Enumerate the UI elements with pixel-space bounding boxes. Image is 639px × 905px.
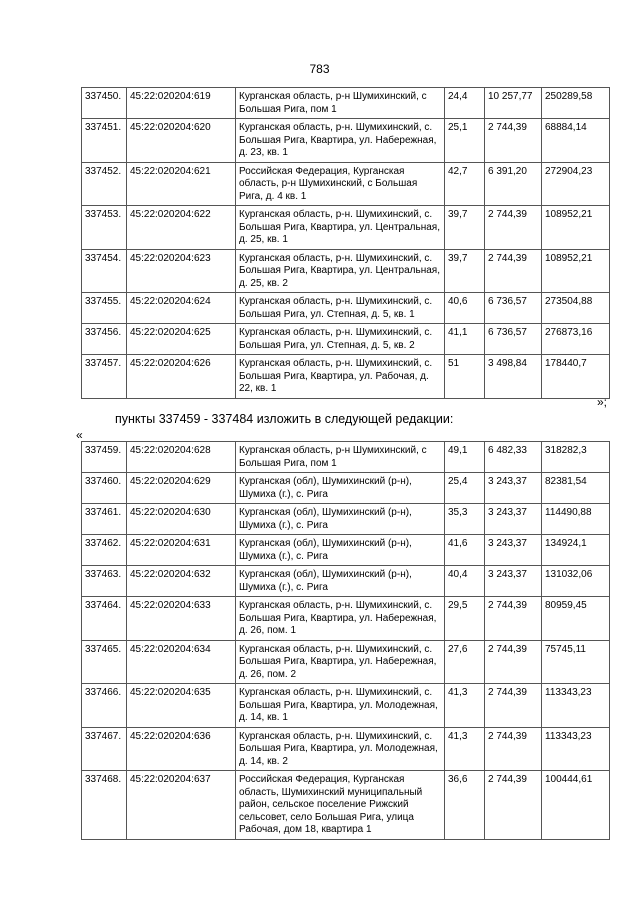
- value-cell: 273504,88: [542, 293, 610, 324]
- table-row: [82, 293, 610, 324]
- row-number-cell: 337465.: [82, 640, 127, 684]
- rate-cell: 3 243,37: [485, 566, 542, 597]
- rate-cell: 2 744,39: [485, 597, 542, 641]
- rate-cell: 3 243,37: [485, 473, 542, 504]
- cadastral-number-cell: 45:22:020204:632: [127, 566, 236, 597]
- cadastral-number-cell: 45:22:020204:634: [127, 640, 236, 684]
- row-number-cell: 337459.: [82, 442, 127, 473]
- row-number-cell: 337451.: [82, 119, 127, 163]
- address-cell: Курганская область, р-н. Шумихинский, с. Большая Рига, Квартира, ул. Рабочая, д. 22, кв. 1: [236, 355, 445, 399]
- table-row: [82, 473, 610, 504]
- table-row: [82, 162, 610, 206]
- cadastral-number-cell: 45:22:020204:631: [127, 535, 236, 566]
- address-cell: Курганская (обл), Шумихинский (р-н), Шумиха (г.), с. Рига: [236, 535, 445, 566]
- rate-cell: 2 744,39: [485, 771, 542, 840]
- area-cell: 41,3: [445, 684, 485, 728]
- address-cell: Курганская область, р-н. Шумихинский, с. Большая Рига, Квартира, ул. Набережная, д. 26, пом. 1: [236, 597, 445, 641]
- area-cell: 39,7: [445, 206, 485, 250]
- address-cell: Курганская область, р-н. Шумихинский, с. Большая Рига, Квартира, ул. Центральная, д. 25, кв. 2: [236, 249, 445, 293]
- value-cell: 178440,7: [542, 355, 610, 399]
- cadastral-number-cell: 45:22:020204:626: [127, 355, 236, 399]
- rate-cell: 3 243,37: [485, 504, 542, 535]
- table-row: [82, 771, 610, 840]
- table-row: [82, 355, 610, 399]
- row-number-cell: 337456.: [82, 324, 127, 355]
- cadastral-number-cell: 45:22:020204:628: [127, 442, 236, 473]
- rate-cell: 2 744,39: [485, 684, 542, 728]
- area-cell: 49,1: [445, 442, 485, 473]
- table-row: [82, 119, 610, 163]
- rate-cell: 6 736,57: [485, 324, 542, 355]
- row-number-cell: 337450.: [82, 88, 127, 119]
- address-cell: Курганская (обл), Шумихинский (р-н), Шумиха (г.), с. Рига: [236, 473, 445, 504]
- table-row: [82, 727, 610, 771]
- property-table-1: [81, 87, 610, 399]
- cadastral-number-cell: 45:22:020204:619: [127, 88, 236, 119]
- address-cell: Курганская область, р-н. Шумихинский, с. Большая Рига, ул. Степная, д. 5, кв. 2: [236, 324, 445, 355]
- address-cell: Курганская область, р-н Шумихинский, с Большая Рига, пом 1: [236, 88, 445, 119]
- address-cell: Российская Федерация, Курганская область, р-н Шумихинский, с Большая Рига, д. 4 кв. 1: [236, 162, 445, 206]
- table-row: [82, 597, 610, 641]
- value-cell: 80959,45: [542, 597, 610, 641]
- rate-cell: 3 498,84: [485, 355, 542, 399]
- address-cell: Курганская область, р-н. Шумихинский, с. Большая Рига, Квартира, ул. Молодежная, д. 14, кв. 2: [236, 727, 445, 771]
- row-number-cell: 337457.: [82, 355, 127, 399]
- value-cell: 276873,16: [542, 324, 610, 355]
- row-number-cell: 337466.: [82, 684, 127, 728]
- row-number-cell: 337463.: [82, 566, 127, 597]
- value-cell: 108952,21: [542, 206, 610, 250]
- value-cell: 114490,88: [542, 504, 610, 535]
- cadastral-number-cell: 45:22:020204:622: [127, 206, 236, 250]
- cadastral-number-cell: 45:22:020204:630: [127, 504, 236, 535]
- cadastral-number-cell: 45:22:020204:636: [127, 727, 236, 771]
- cadastral-number-cell: 45:22:020204:620: [127, 119, 236, 163]
- row-number-cell: 337467.: [82, 727, 127, 771]
- table-row: [82, 324, 610, 355]
- value-cell: 113343,23: [542, 727, 610, 771]
- cadastral-number-cell: 45:22:020204:625: [127, 324, 236, 355]
- address-cell: Курганская область, р-н. Шумихинский, с. Большая Рига, Квартира, ул. Набережная, д. 26, пом. 2: [236, 640, 445, 684]
- table-row: [82, 88, 610, 119]
- rate-cell: 6 391,20: [485, 162, 542, 206]
- address-cell: Курганская область, р-н. Шумихинский, с. Большая Рига, ул. Степная, д. 5, кв. 1: [236, 293, 445, 324]
- opening-quote: «: [76, 428, 83, 442]
- rate-cell: 2 744,39: [485, 206, 542, 250]
- table-row: [82, 566, 610, 597]
- rate-cell: 6 736,57: [485, 293, 542, 324]
- value-cell: 82381,54: [542, 473, 610, 504]
- cadastral-number-cell: 45:22:020204:633: [127, 597, 236, 641]
- table-row: [82, 504, 610, 535]
- table-row: [82, 535, 610, 566]
- address-cell: Российская Федерация, Курганская область, Шумихинский муниципальный район, сельское поселение Рижский сельсовет, село Большая Рига, улица Рабочая, дом 18, квартира 1: [236, 771, 445, 840]
- table-row: [82, 640, 610, 684]
- area-cell: 29,5: [445, 597, 485, 641]
- row-number-cell: 337461.: [82, 504, 127, 535]
- row-number-cell: 337462.: [82, 535, 127, 566]
- value-cell: 272904,23: [542, 162, 610, 206]
- area-cell: 41,1: [445, 324, 485, 355]
- address-cell: Курганская область, р-н. Шумихинский, с. Большая Рига, Квартира, ул. Набережная, д. 23, кв. 1: [236, 119, 445, 163]
- area-cell: 36,6: [445, 771, 485, 840]
- row-number-cell: 337468.: [82, 771, 127, 840]
- row-number-cell: 337452.: [82, 162, 127, 206]
- amendment-instruction: пункты 337459 - 337484 изложить в следующей редакции:: [115, 412, 454, 426]
- address-cell: Курганская (обл), Шумихинский (р-н), Шумиха (г.), с. Рига: [236, 566, 445, 597]
- rate-cell: 6 482,33: [485, 442, 542, 473]
- area-cell: 39,7: [445, 249, 485, 293]
- address-cell: Курганская область, р-н Шумихинский, с Большая Рига, пом 1: [236, 442, 445, 473]
- area-cell: 41,3: [445, 727, 485, 771]
- rate-cell: 3 243,37: [485, 535, 542, 566]
- cadastral-number-cell: 45:22:020204:623: [127, 249, 236, 293]
- table-row: [82, 442, 610, 473]
- value-cell: 108952,21: [542, 249, 610, 293]
- row-number-cell: 337455.: [82, 293, 127, 324]
- area-cell: 35,3: [445, 504, 485, 535]
- value-cell: 134924,1: [542, 535, 610, 566]
- rate-cell: 2 744,39: [485, 249, 542, 293]
- rate-cell: 2 744,39: [485, 727, 542, 771]
- area-cell: 41,6: [445, 535, 485, 566]
- value-cell: 75745,11: [542, 640, 610, 684]
- cadastral-number-cell: 45:22:020204:621: [127, 162, 236, 206]
- area-cell: 42,7: [445, 162, 485, 206]
- page-number: 783: [309, 62, 330, 76]
- row-number-cell: 337453.: [82, 206, 127, 250]
- row-number-cell: 337454.: [82, 249, 127, 293]
- area-cell: 25,4: [445, 473, 485, 504]
- value-cell: 131032,06: [542, 566, 610, 597]
- property-table-2: [81, 441, 610, 840]
- value-cell: 318282,3: [542, 442, 610, 473]
- cadastral-number-cell: 45:22:020204:637: [127, 771, 236, 840]
- rate-cell: 10 257,77: [485, 88, 542, 119]
- row-number-cell: 337460.: [82, 473, 127, 504]
- area-cell: 51: [445, 355, 485, 399]
- cadastral-number-cell: 45:22:020204:624: [127, 293, 236, 324]
- area-cell: 24,4: [445, 88, 485, 119]
- value-cell: 250289,58: [542, 88, 610, 119]
- area-cell: 40,4: [445, 566, 485, 597]
- cadastral-number-cell: 45:22:020204:635: [127, 684, 236, 728]
- value-cell: 113343,23: [542, 684, 610, 728]
- table-row: [82, 684, 610, 728]
- rate-cell: 2 744,39: [485, 640, 542, 684]
- value-cell: 68884,14: [542, 119, 610, 163]
- cadastral-number-cell: 45:22:020204:629: [127, 473, 236, 504]
- row-number-cell: 337464.: [82, 597, 127, 641]
- area-cell: 27,6: [445, 640, 485, 684]
- area-cell: 40,6: [445, 293, 485, 324]
- area-cell: 25,1: [445, 119, 485, 163]
- address-cell: Курганская область, р-н. Шумихинский, с. Большая Рига, Квартира, ул. Молодежная, д. 14, кв. 1: [236, 684, 445, 728]
- table-row: [82, 206, 610, 250]
- closing-quote: »;: [597, 395, 608, 409]
- value-cell: 100444,61: [542, 771, 610, 840]
- address-cell: Курганская (обл), Шумихинский (р-н), Шумиха (г.), с. Рига: [236, 504, 445, 535]
- address-cell: Курганская область, р-н. Шумихинский, с. Большая Рига, Квартира, ул. Центральная, д. 25, кв. 1: [236, 206, 445, 250]
- rate-cell: 2 744,39: [485, 119, 542, 163]
- table-row: [82, 249, 610, 293]
